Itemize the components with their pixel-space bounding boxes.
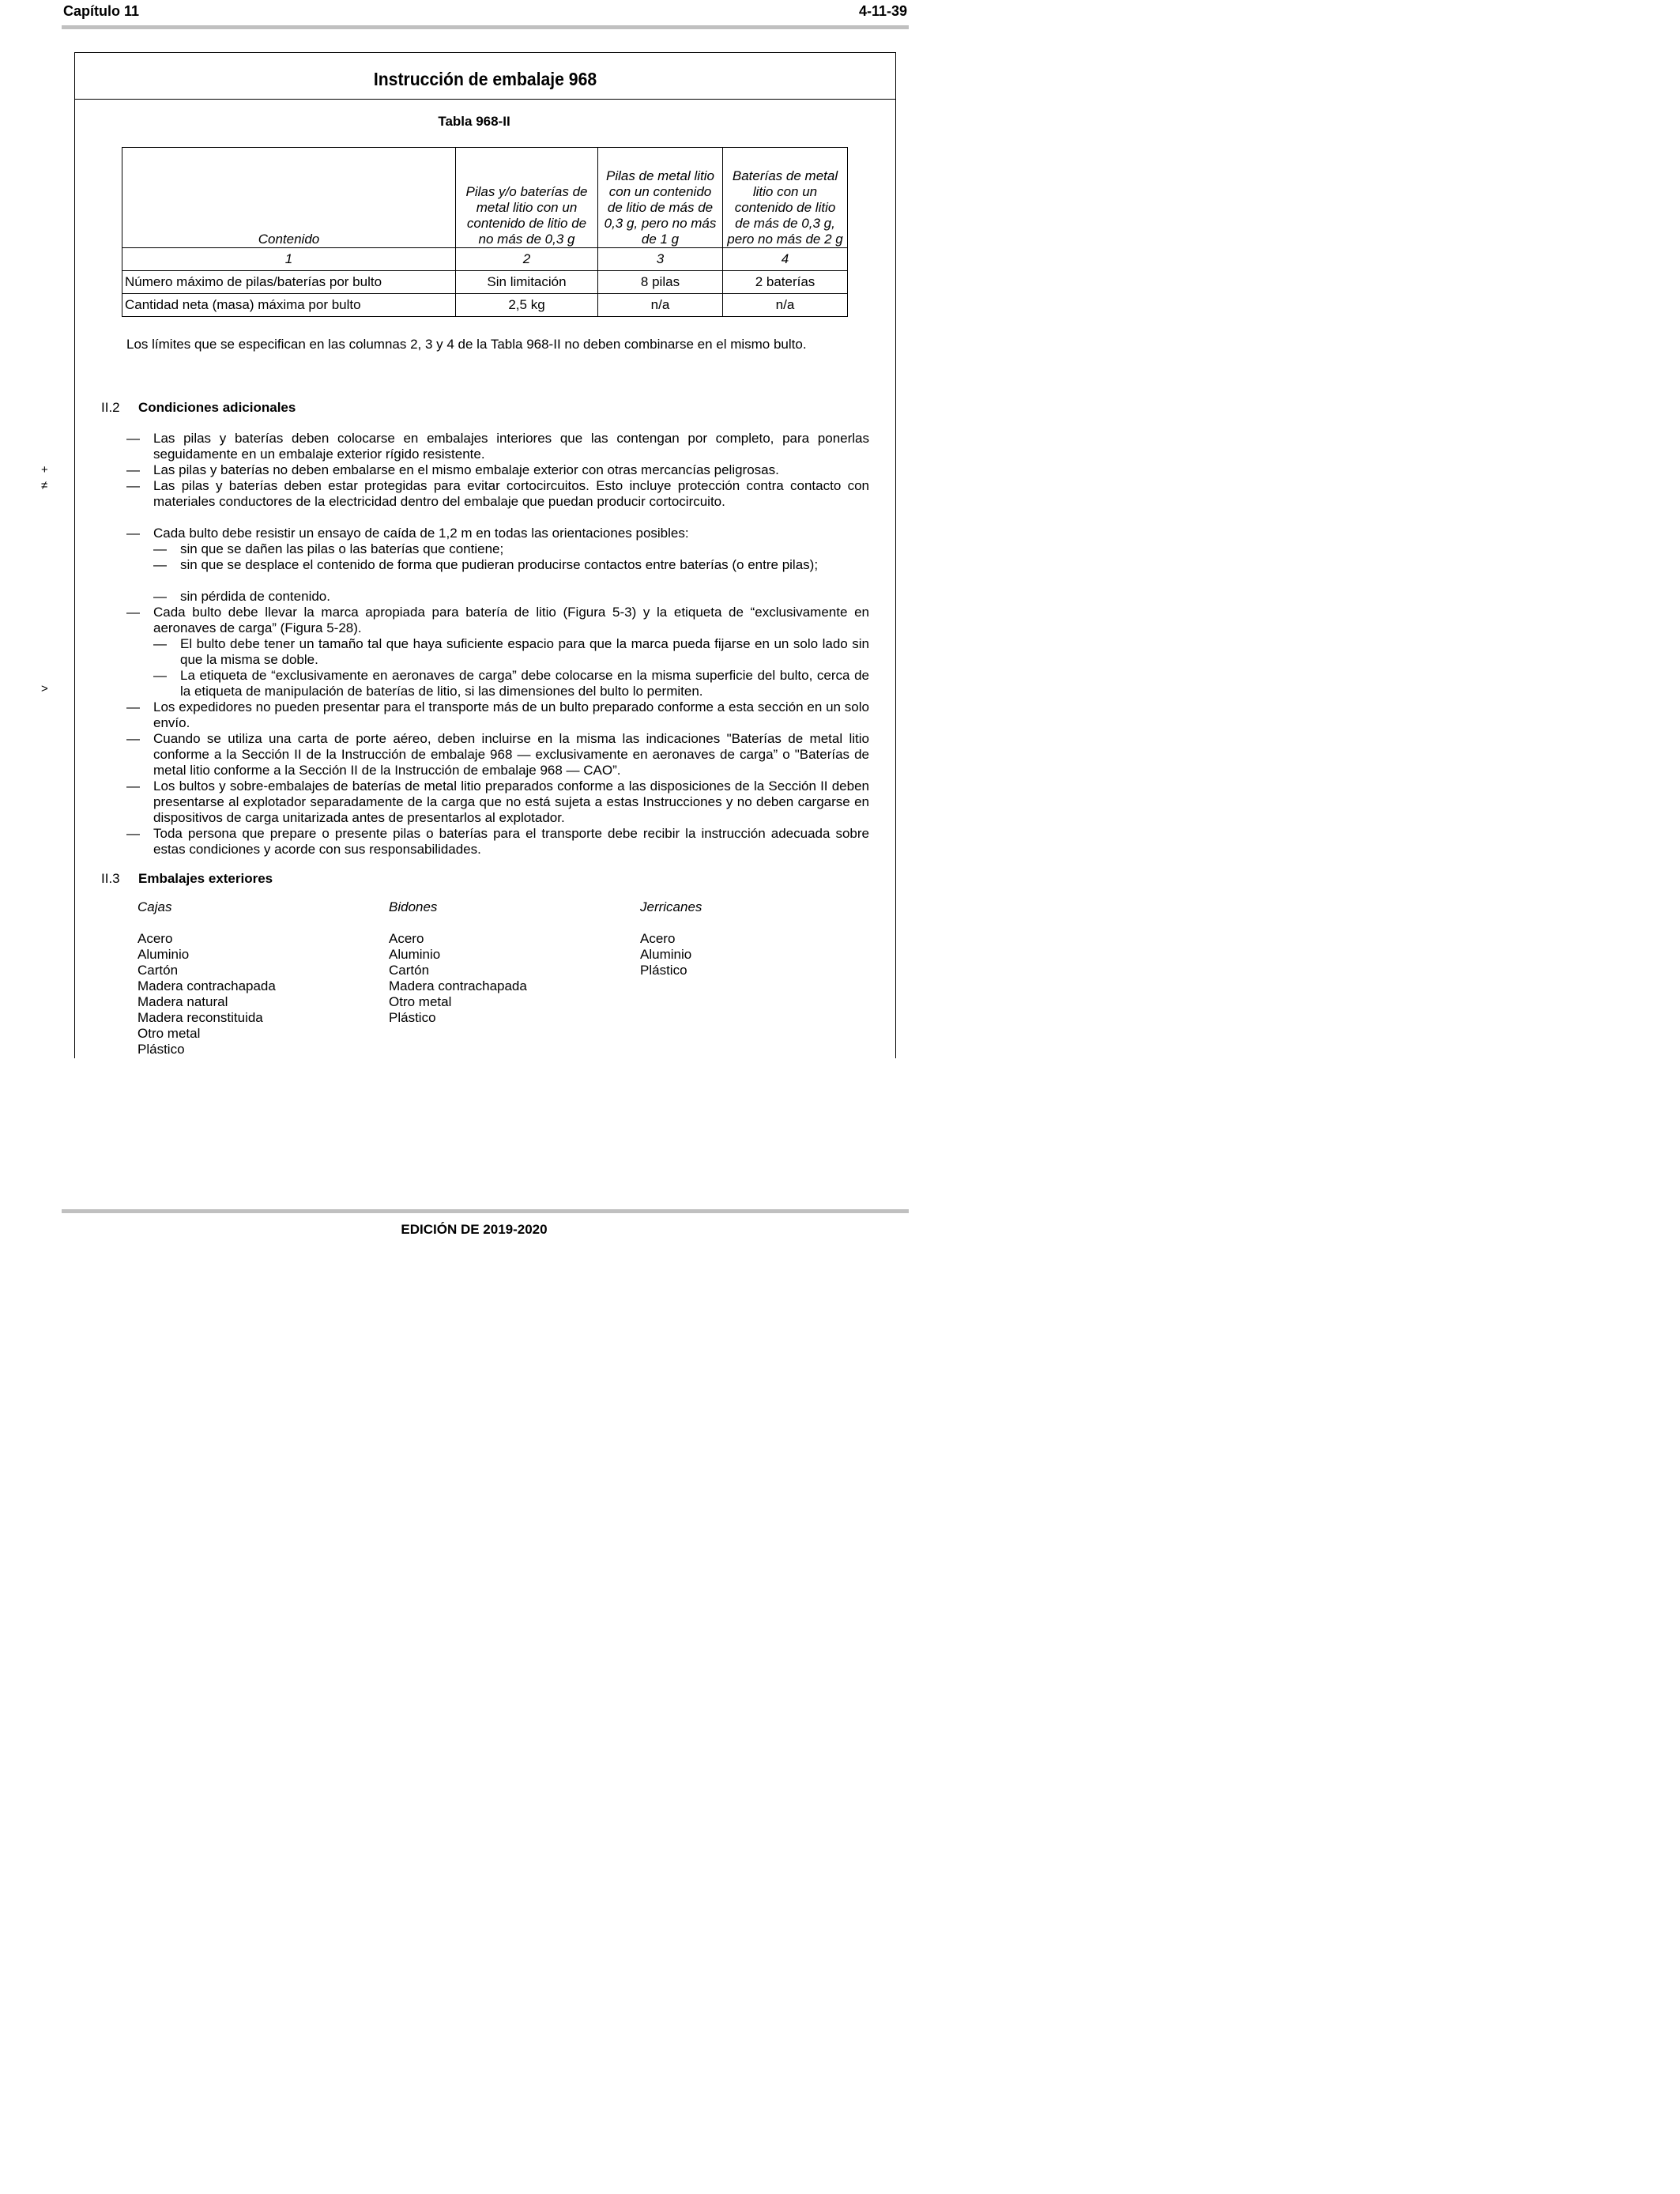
- table-header-cell: Contenido: [122, 148, 456, 248]
- table-header-cell: Pilas de metal litio con un contenido de litio de más de 0,3 g, pero no más de 1 g: [598, 148, 723, 248]
- list-item-text: La etiqueta de “exclusivamente en aeronaves de carga” debe colocarse en la misma superficie del bulto, cerca de la etiqueta de manipulación de baterías de litio, si las dimensiones del bulto lo permiten.: [180, 668, 869, 699]
- list-item: Plástico: [137, 1042, 185, 1057]
- table-row: [122, 294, 848, 317]
- dash-marker: —: [153, 636, 167, 651]
- list-item: Acero: [640, 931, 676, 946]
- header-rule: [62, 25, 909, 29]
- table-cell: 2 baterías: [723, 271, 848, 294]
- column-heading: Bidones: [389, 899, 438, 914]
- list-item-text: Los expedidores no pueden presentar para el transporte más de un bulto preparado conforme a esta sección en un solo envío.: [153, 699, 869, 730]
- list-item: Plástico: [389, 1010, 436, 1025]
- list-item: Madera reconstituida: [137, 1010, 263, 1025]
- margin-plus-mark: +: [41, 463, 48, 477]
- table-header-cell: Baterías de metal litio con un contenido de litio de más de 0,3 g, pero no más de 2 g: [723, 148, 848, 248]
- list-item: [126, 826, 869, 858]
- list-item: Plástico: [640, 963, 687, 978]
- dash-marker: —: [126, 778, 140, 794]
- list-item: [126, 699, 869, 731]
- list-item: Otro metal: [137, 1026, 201, 1041]
- table-cell: 8 pilas: [598, 271, 723, 294]
- table-number-row: [122, 248, 848, 271]
- section-number: II.2: [101, 400, 120, 415]
- dash-marker: —: [126, 605, 140, 620]
- dash-marker: —: [153, 668, 167, 683]
- list-item: Otro metal: [389, 994, 452, 1009]
- dash-marker: —: [153, 589, 167, 604]
- list-item-text: Los bultos y sobre-embalajes de baterías de metal litio preparados conforme a las disposiciones de la Sección II deben presentarse al explotador separadamente de la carga que no está sujeta a estas Instrucciones y no deben cargarse en dispositivos de carga unitarizada antes de presentarlos al explotador.: [153, 778, 869, 825]
- dash-marker: —: [126, 699, 140, 714]
- list-item-text: Cada bulto debe llevar la marca apropiada para batería de litio (Figura 5-3) y la etiqueta de “exclusivamente en aeronaves de carga” (Figura 5-28).: [153, 605, 869, 635]
- table-row: [122, 271, 848, 294]
- list-item: [126, 526, 869, 541]
- column-heading: Cajas: [137, 899, 172, 914]
- list-item-text: sin que se dañen las pilas o las baterías que contiene;: [180, 541, 504, 556]
- column-number: 2: [456, 248, 598, 271]
- sub-list-item: [153, 668, 869, 699]
- limits-table: [122, 147, 848, 317]
- margin-gt-mark: >: [41, 682, 48, 696]
- edition-footer: EDICIÓN DE 2019-2020: [401, 1222, 548, 1237]
- section-title: Condiciones adicionales: [138, 400, 296, 415]
- table-cell: Número máximo de pilas/baterías por bulto: [122, 271, 456, 294]
- table-cell: Cantidad neta (masa) máxima por bulto: [122, 294, 456, 317]
- list-item: [126, 431, 869, 462]
- list-item: [126, 731, 869, 778]
- list-item-text: Las pilas y baterías deben estar protegidas para evitar cortocircuitos. Esto incluye protección contra contacto con materiales conductores de la electricidad dentro del embalaje que puedan producir cortocircuito.: [153, 478, 869, 509]
- list-item: Aluminio: [137, 947, 190, 962]
- column-heading: Jerricanes: [640, 899, 703, 914]
- sub-list-item: [153, 541, 869, 557]
- margin-neq-mark: ≠: [41, 479, 48, 492]
- table-header-row: [122, 148, 848, 248]
- packaging-column-bidones: [389, 899, 527, 1026]
- table-cell: n/a: [598, 294, 723, 317]
- dash-marker: —: [126, 462, 140, 477]
- title-separator: [75, 99, 895, 100]
- list-item: Cartón: [389, 963, 430, 978]
- list-item-text: Toda persona que prepare o presente pilas o baterías para el transporte debe recibir la instrucción adecuada sobre estas condiciones y acorde con sus responsabilidades.: [153, 826, 869, 857]
- list-item: Madera natural: [137, 994, 228, 1009]
- sub-list-item: [153, 636, 869, 668]
- table-cell: Sin limitación: [456, 271, 598, 294]
- list-item: Madera contrachapada: [389, 978, 527, 993]
- footer-rule: [62, 1209, 909, 1213]
- list-item: [126, 605, 869, 636]
- list-item-text: Las pilas y baterías no deben embalarse en el mismo embalaje exterior con otras mercancías peligrosas.: [153, 462, 779, 477]
- list-item-text: Cuando se utiliza una carta de porte aéreo, deben incluirse en la misma las indicaciones "Baterías de metal litio conforme a la Sección II de la Instrucción de embalaje 968 — exclusivamente en aeronaves de carga” o "Baterías de metal litio conforme a la Sección II de la Instrucción de embalaje 968 — CAO”.: [153, 731, 869, 778]
- chapter-label: Capítulo 11: [63, 3, 140, 19]
- list-item-text: El bulto debe tener un tamaño tal que haya suficiente espacio para que la marca pueda fijarse en un solo lado sin que la misma se doble.: [180, 636, 869, 667]
- list-item-text: sin pérdida de contenido.: [180, 589, 330, 604]
- box-title: Instrucción de embalaje 968: [373, 69, 597, 89]
- packaging-column-cajas: [137, 899, 276, 1057]
- column-number: 3: [598, 248, 723, 271]
- column-number: 1: [122, 248, 456, 271]
- list-item: Cartón: [137, 963, 179, 978]
- list-item: Aluminio: [389, 947, 441, 962]
- list-item: Acero: [389, 931, 424, 946]
- column-number: 4: [723, 248, 848, 271]
- list-item: Aluminio: [640, 947, 692, 962]
- list-item-text: Las pilas y baterías deben colocarse en embalajes interiores que las contengan por completo, para ponerlas seguidamente en un embalaje exterior rígido resistente.: [153, 431, 869, 462]
- packaging-column-jerricanes: [640, 899, 702, 978]
- sub-list-item: [153, 589, 869, 605]
- table-note: Los límites que se especifican en las columnas 2, 3 y 4 de la Tabla 968-II no deben combinarse en el mismo bulto.: [126, 337, 807, 352]
- dash-marker: —: [153, 557, 167, 572]
- dash-marker: —: [126, 731, 140, 746]
- section-title: Embalajes exteriores: [138, 871, 273, 886]
- dash-marker: —: [126, 526, 140, 541]
- dash-marker: —: [126, 478, 140, 493]
- list-item: [126, 778, 869, 826]
- sub-list-item: [153, 557, 869, 573]
- list-item: Acero: [137, 931, 173, 946]
- table-cell: n/a: [723, 294, 848, 317]
- table-cell: 2,5 kg: [456, 294, 598, 317]
- table-header-cell: Pilas y/o baterías de metal litio con un contenido de litio de no más de 0,3 g: [456, 148, 598, 248]
- list-item: Madera contrachapada: [137, 978, 276, 993]
- list-item: [126, 478, 869, 510]
- page-number: 4-11-39: [858, 3, 907, 19]
- dash-marker: —: [126, 826, 140, 841]
- section-number: II.3: [101, 871, 120, 886]
- table-caption: Tabla 968-II: [438, 114, 510, 129]
- list-item: [126, 462, 869, 478]
- dash-marker: —: [126, 431, 140, 446]
- dash-marker: —: [153, 541, 167, 556]
- list-item-text: Cada bulto debe resistir un ensayo de caída de 1,2 m en todas las orientaciones posibles:: [153, 526, 689, 541]
- list-item-text: sin que se desplace el contenido de forma que pudieran producirse contactos entre baterías (o entre pilas);: [180, 557, 819, 572]
